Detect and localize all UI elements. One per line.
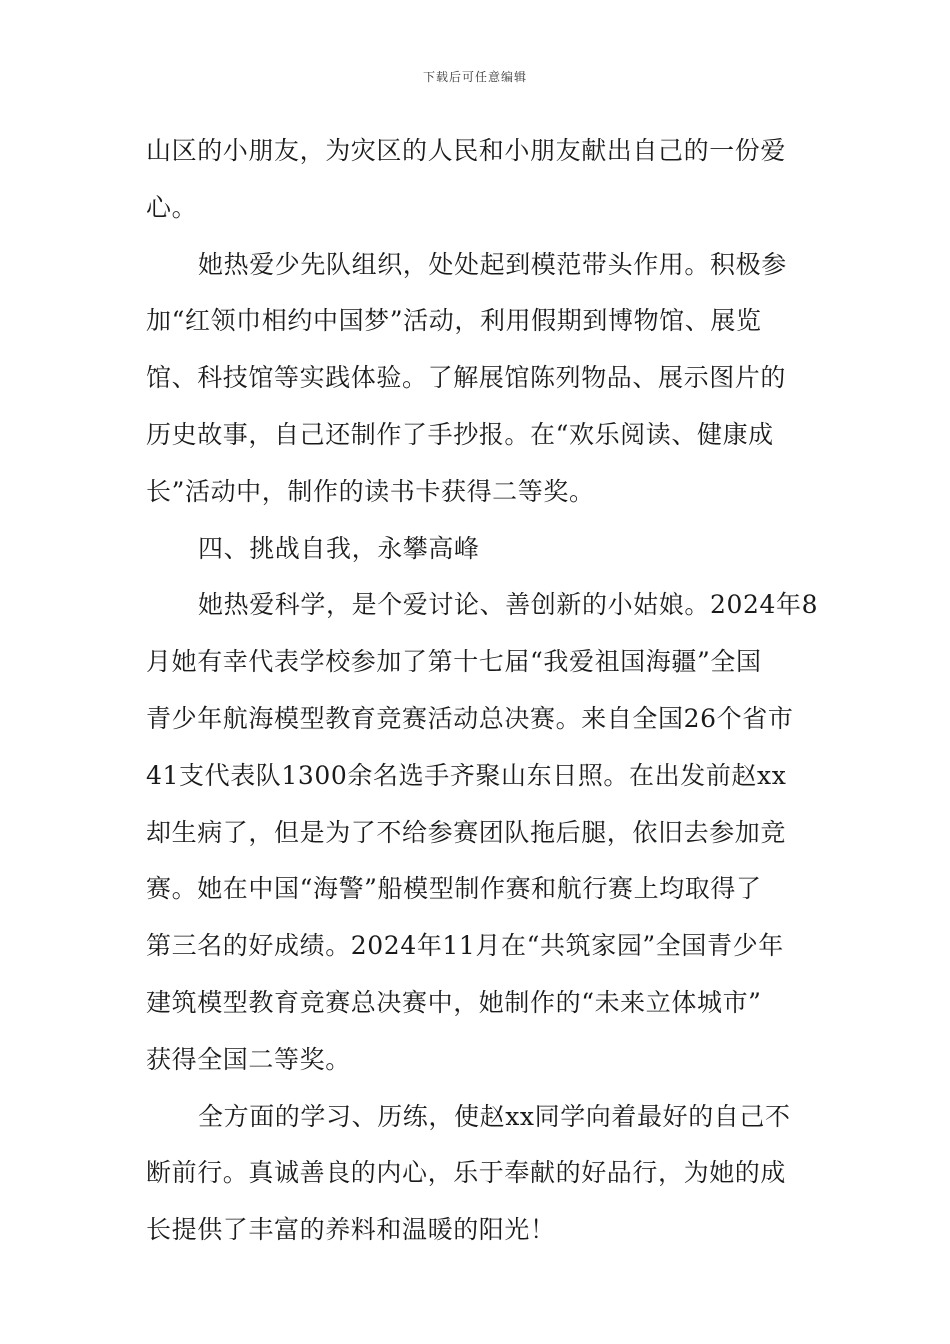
text-line: 长”活动中，制作的读书卡获得二等奖。 — [146, 476, 595, 506]
text-line: 建筑模型教育竞赛总决赛中，她制作的“未来立体城市” — [146, 987, 762, 1017]
text-line: 馆、科技馆等实践体验。了解展馆陈列物品、展示图片的 — [146, 363, 787, 393]
text-line: 青少年航海模型教育竞赛活动总决赛。来自全国26个省市 — [146, 703, 794, 733]
page-header: 下载后可任意编辑 — [422, 70, 527, 84]
text-line: 长提供了丰富的养料和温暖的阳光！ — [146, 1215, 556, 1245]
text-line: 赛。她在中国“海警”船模型制作赛和航行赛上均取得了 — [146, 874, 762, 904]
text-line: 加“红领巾相约中国梦”活动，利用假期到博物馆、展览 — [146, 306, 762, 336]
document-body — [146, 128, 819, 1264]
text-line: 断前行。真诚善良的内心，乐于奉献的好品行，为她的成 — [146, 1158, 787, 1188]
text-line: 却生病了，但是为了不给参赛团队拖后腿，依旧去参加竞 — [146, 817, 787, 847]
text-line: 历史故事，自己还制作了手抄报。在“欢乐阅读、健康成 — [146, 419, 774, 449]
text-line: 山区的小朋友，为灾区的人民和小朋友献出自己的一份爱 — [146, 136, 787, 165]
text-line: 第三名的好成绩。2024年11月在“共筑家园”全国青少年 — [146, 931, 784, 961]
paragraph-first-line: 全方面的学习、历练，使赵xx同学向着最好的自己不 — [198, 1101, 791, 1131]
text-line: 获得全国二等奖。 — [146, 1044, 351, 1074]
text-line: 41支代表队1300余名选手齐聚山东日照。在出发前赵xx — [146, 760, 787, 790]
section-heading: 四、挑战自我，永攀高峰 — [198, 533, 480, 563]
paragraph-first-line: 她热爱科学，是个爱讨论、善创新的小姑娘。2024年8 — [198, 590, 819, 620]
text-line: 月她有幸代表学校参加了第十七届“我爱祖国海疆”全国 — [146, 647, 762, 677]
paragraph-first-line: 她热爱少先队组织，处处起到模范带头作用。积极参 — [198, 249, 787, 279]
text-line: 心。 — [146, 192, 198, 222]
